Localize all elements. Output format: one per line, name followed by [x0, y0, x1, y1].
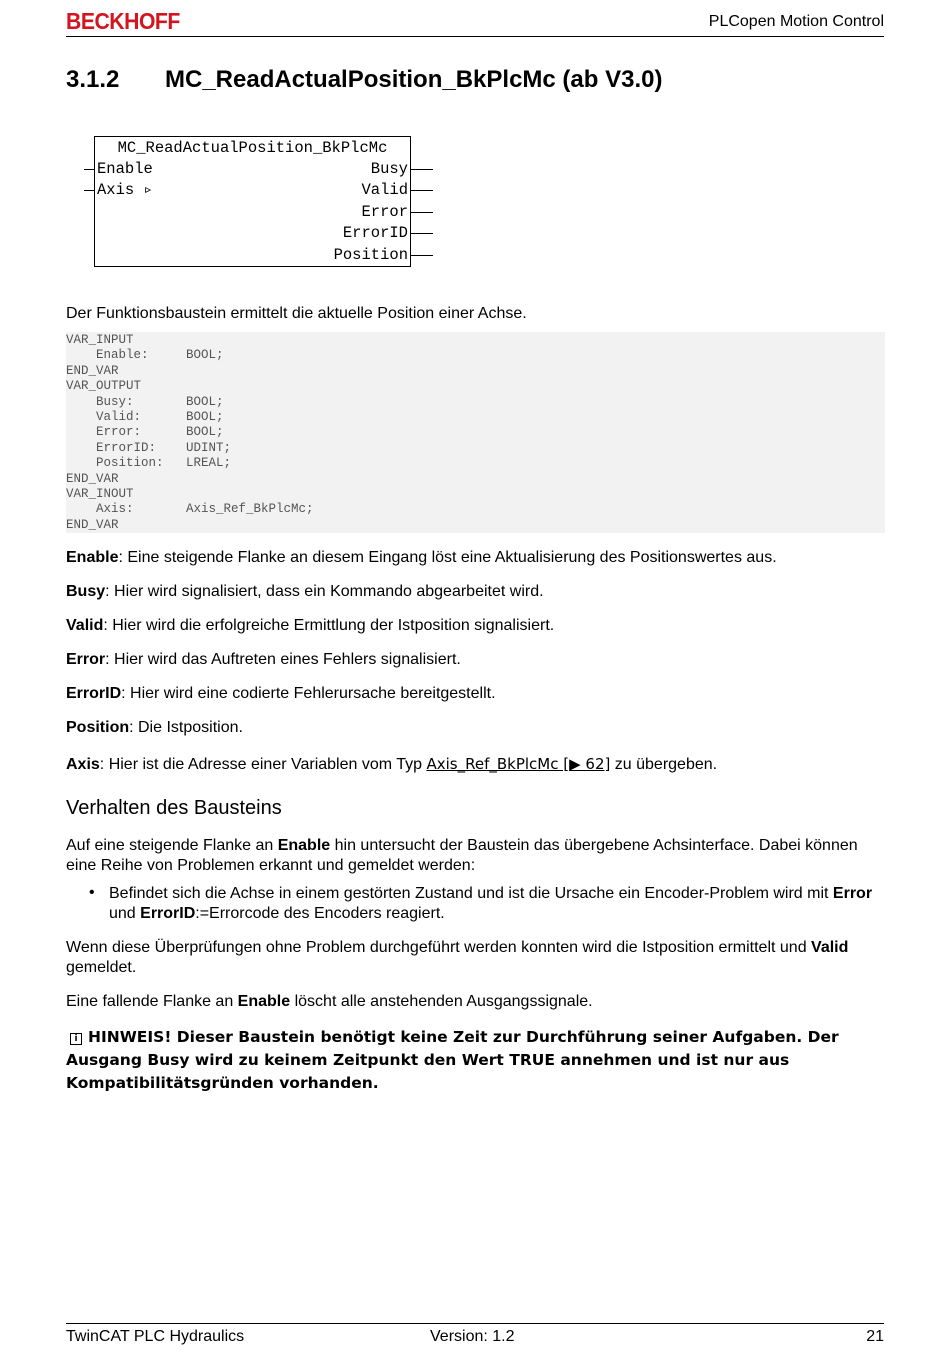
fb-pin-line	[411, 255, 433, 256]
bullet-marker: •	[89, 884, 95, 901]
fb-output-error: Error	[361, 203, 408, 221]
intro-text: Der Funktionsbaustein ermittelt die aktuelle Position einer Achse.	[66, 305, 527, 322]
param-valid: Valid: Hier wird die erfolgreiche Ermittlung der Istposition signalisiert.	[66, 617, 555, 634]
fb-pin-line	[84, 169, 94, 170]
behavior-paragraph-3: Eine fallende Flanke an Enable löscht alle anstehenden Ausgangssignale.	[66, 993, 593, 1010]
section-name: MC_ReadActualPosition_BkPlcMc (ab V3.0)	[165, 66, 663, 93]
behavior-bullet: Befindet sich die Achse in einem gestörten Zustand und ist die Ursache ein Encoder-Problem wird mit Error und ErrorID:=Errorcode des Encoders reagiert.	[109, 885, 873, 922]
param-busy: Busy: Hier wird signalisiert, dass ein Kommando abgearbeitet wird.	[66, 583, 544, 600]
code-line: Position: LREAL;	[66, 456, 232, 471]
behavior-paragraph-1: Auf eine steigende Flanke an Enable hin untersucht der Baustein das übergebene Achsinterface. Dabei können eine Reihe von Problemen erkannt und gemeldet werden:	[66, 837, 858, 874]
function-block-name: MC_ReadActualPosition_BkPlcMc	[117, 139, 388, 157]
beckhoff-logo: BECKHOFF	[66, 8, 180, 34]
note-text: HINWEIS! Dieser Baustein benötigt keine Zeit zur Durchführung seiner Aufgaben. Der Ausgang Busy wird zu keinem Zeitpunkt den Wert TRUE annehmen und ist nur aus Kompatibilitätsgründen vorhanden.	[66, 1028, 839, 1092]
footer-product: TwinCAT PLC Hydraulics	[66, 1328, 245, 1345]
axis-ref-link[interactable]: Axis_Ref_BkPlcMc [▶ 62]	[426, 755, 611, 773]
code-line: VAR_INPUT	[66, 333, 134, 347]
fb-output-errorid: ErrorID	[342, 224, 408, 242]
code-line: END_VAR	[66, 471, 119, 486]
param-position: Position: Die Istposition.	[66, 719, 243, 736]
fb-input-axis: Axis ▹	[97, 181, 153, 199]
section-number: 3.1.2	[66, 66, 120, 93]
fb-pin-line	[84, 190, 94, 191]
code-line: Axis: Axis_Ref_BkPlcMc;	[66, 502, 314, 517]
header-divider	[66, 36, 884, 37]
code-line: Enable: BOOL;	[66, 348, 224, 363]
info-icon: i	[70, 1033, 82, 1045]
fb-output-valid: Valid	[361, 181, 408, 199]
param-error: Error: Hier wird das Auftreten eines Fehlers signalisiert.	[66, 651, 461, 668]
code-line: Busy: BOOL;	[66, 394, 224, 409]
fb-pin-line	[411, 233, 433, 234]
footer-divider	[66, 1323, 884, 1324]
function-block-diagram	[94, 136, 411, 267]
fb-output-position: Position	[333, 246, 408, 264]
param-axis: Axis: Hier ist die Adresse einer Variablen vom Typ Axis_Ref_BkPlcMc [▶ 62] zu übergeben.	[66, 755, 718, 773]
param-enable: Enable: Eine steigende Flanke an diesem Eingang löst eine Aktualisierung des Positionswertes aus.	[66, 549, 777, 566]
code-line: END_VAR	[66, 517, 119, 532]
footer-version: Version: 1.2	[430, 1328, 515, 1345]
code-line: ErrorID: UDINT;	[66, 440, 232, 455]
fb-pin-line	[411, 212, 433, 213]
header-title: PLCopen Motion Control	[708, 13, 884, 30]
behavior-heading: Verhalten des Bausteins	[66, 797, 282, 819]
code-line: Valid: BOOL;	[66, 409, 224, 424]
page-number: 21	[866, 1328, 884, 1345]
note-box	[66, 1026, 860, 1095]
fb-output-busy: Busy	[370, 160, 408, 178]
code-block	[66, 332, 885, 533]
code-line: Error: BOOL;	[66, 425, 224, 440]
fb-pin-line	[411, 190, 433, 191]
param-errorid: ErrorID: Hier wird eine codierte Fehlerursache bereitgestellt.	[66, 685, 496, 702]
code-line: END_VAR	[66, 363, 119, 378]
behavior-paragraph-2: Wenn diese Überprüfungen ohne Problem durchgeführt werden konnten wird die Istposition ermittelt und Valid gemeldet.	[66, 939, 849, 976]
fb-pin-line	[411, 169, 433, 170]
code-line: VAR_OUTPUT	[66, 379, 142, 394]
fb-input-enable: Enable	[97, 160, 153, 178]
code-line: VAR_INOUT	[66, 486, 134, 501]
section-title	[66, 66, 662, 94]
